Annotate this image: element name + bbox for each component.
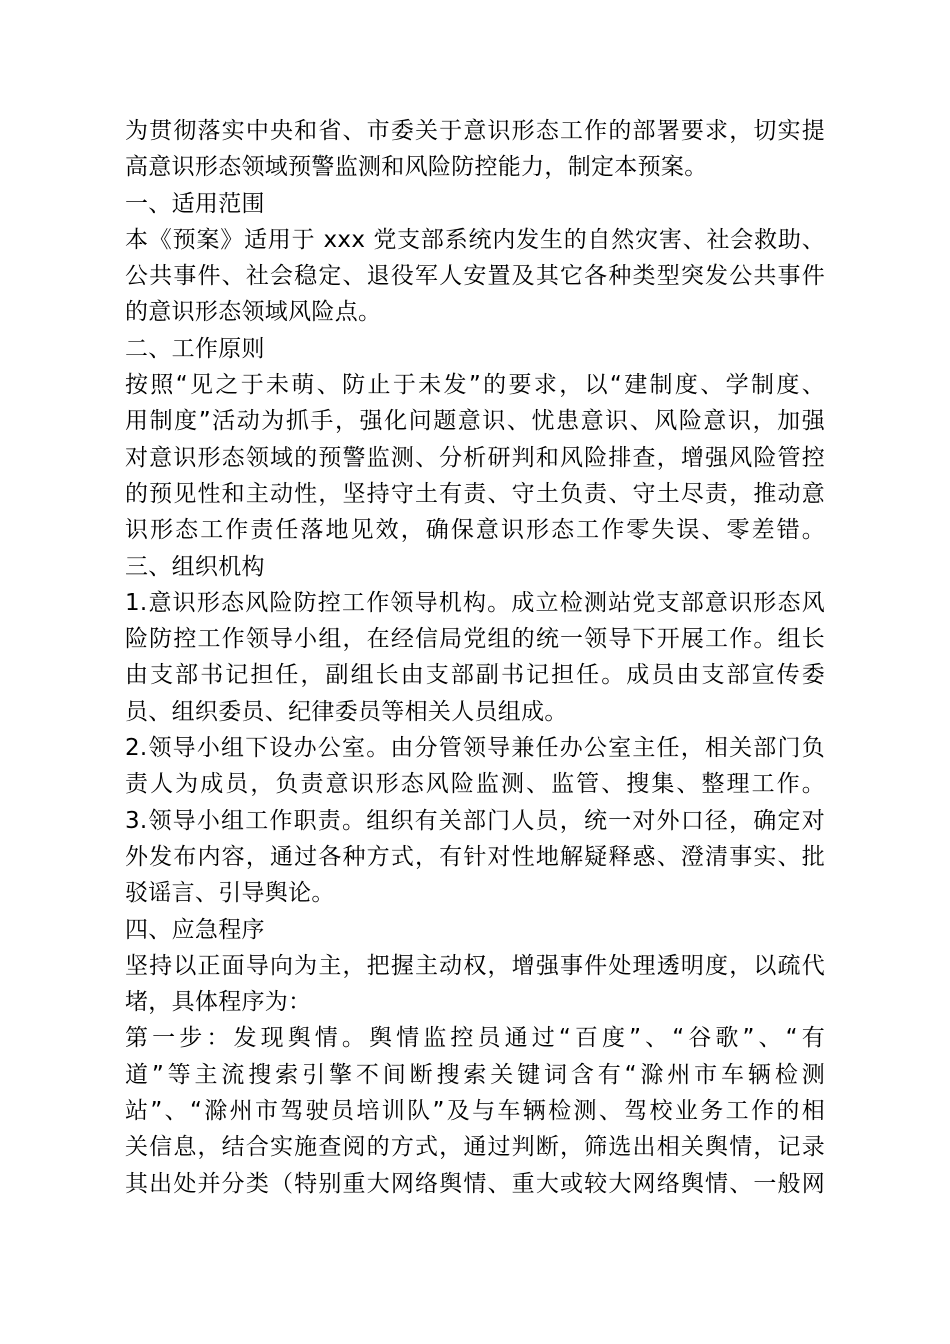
body-line: 公共事件、社会稳定、退役军人安置及其它各种类型突发公共事件 (125, 263, 825, 290)
body-line: 坚持以正面导向为主，把握主动权，增强事件处理透明度，以疏代 (125, 952, 825, 979)
body-line: 1.意识形态风险防控工作领导机构。成立检测站党支部意识形态风 (125, 589, 825, 616)
body-line: 堵，具体程序为： (125, 989, 312, 1016)
section-heading: 四、应急程序 (125, 916, 265, 943)
section-heading: 一、适用范围 (125, 190, 265, 217)
body-line: 为贯彻落实中央和省、市委关于意识形态工作的部署要求，切实提 (125, 118, 825, 144)
section-heading: 三、组织机构 (125, 553, 265, 580)
body-line: 识形态工作责任落地见效，确保意识形态工作零失误、零差错。 (125, 517, 825, 544)
body-line: 对意识形态领域的预警监测、分析研判和风险排查，增强风险管控 (125, 444, 825, 471)
body-line: 3.领导小组工作职责。组织有关部门人员，统一对外口径，确定对 (125, 807, 825, 834)
body-line: 险防控工作领导小组，在经信局党组的统一领导下开展工作。组长 (125, 626, 825, 653)
body-line: 关信息，结合实施查阅的方式，通过判断，筛选出相关舆情，记录 (125, 1134, 825, 1161)
body-line: 站”、“滁州市驾驶员培训队”及与车辆检测、驾校业务工作的相 (125, 1098, 825, 1125)
section-heading: 二、工作原则 (125, 335, 265, 362)
body-line: 2.领导小组下设办公室。由分管领导兼任办公室主任，相关部门负 (125, 735, 825, 762)
body-line: 道”等主流搜索引擎不间断搜索关键词含有“滁州市车辆检测 (125, 1061, 825, 1088)
document-body (125, 113, 825, 1202)
body-line: 的意识形态领域风险点。 (125, 299, 382, 326)
body-line: 按照“见之于未萌、防止于未发”的要求，以“建制度、学制度、 (125, 372, 825, 399)
body-line: 用制度”活动为抓手，强化问题意识、忧患意识、风险意识，加强 (125, 408, 825, 435)
body-line: 本《预案》适用于 xxx 党支部系统内发生的自然灾害、社会救助、 (125, 226, 825, 253)
body-line: 其出处并分类（特别重大网络舆情、重大或较大网络舆情、一般网 (125, 1170, 825, 1197)
body-line: 第一步：发现舆情。舆情监控员通过“百度”、“谷歌”、“有 (125, 1025, 825, 1052)
body-line: 员、组织委员、纪律委员等相关人员组成。 (125, 698, 568, 725)
body-line: 驳谣言、引导舆论。 (125, 880, 335, 907)
body-line: 由支部书记担任，副组长由支部副书记担任。成员由支部宣传委 (125, 662, 825, 689)
body-line: 的预见性和主动性，坚持守土有责、守土负责、守土尽责，推动意 (125, 480, 825, 507)
body-line: 责人为成员，负责意识形态风险监测、监管、搜集、整理工作。 (125, 771, 825, 798)
body-line: 外发布内容，通过各种方式，有针对性地解疑释惑、澄清事实、批 (125, 843, 825, 870)
body-line: 高意识形态领域预警监测和风险防控能力，制定本预案。 (125, 154, 708, 181)
